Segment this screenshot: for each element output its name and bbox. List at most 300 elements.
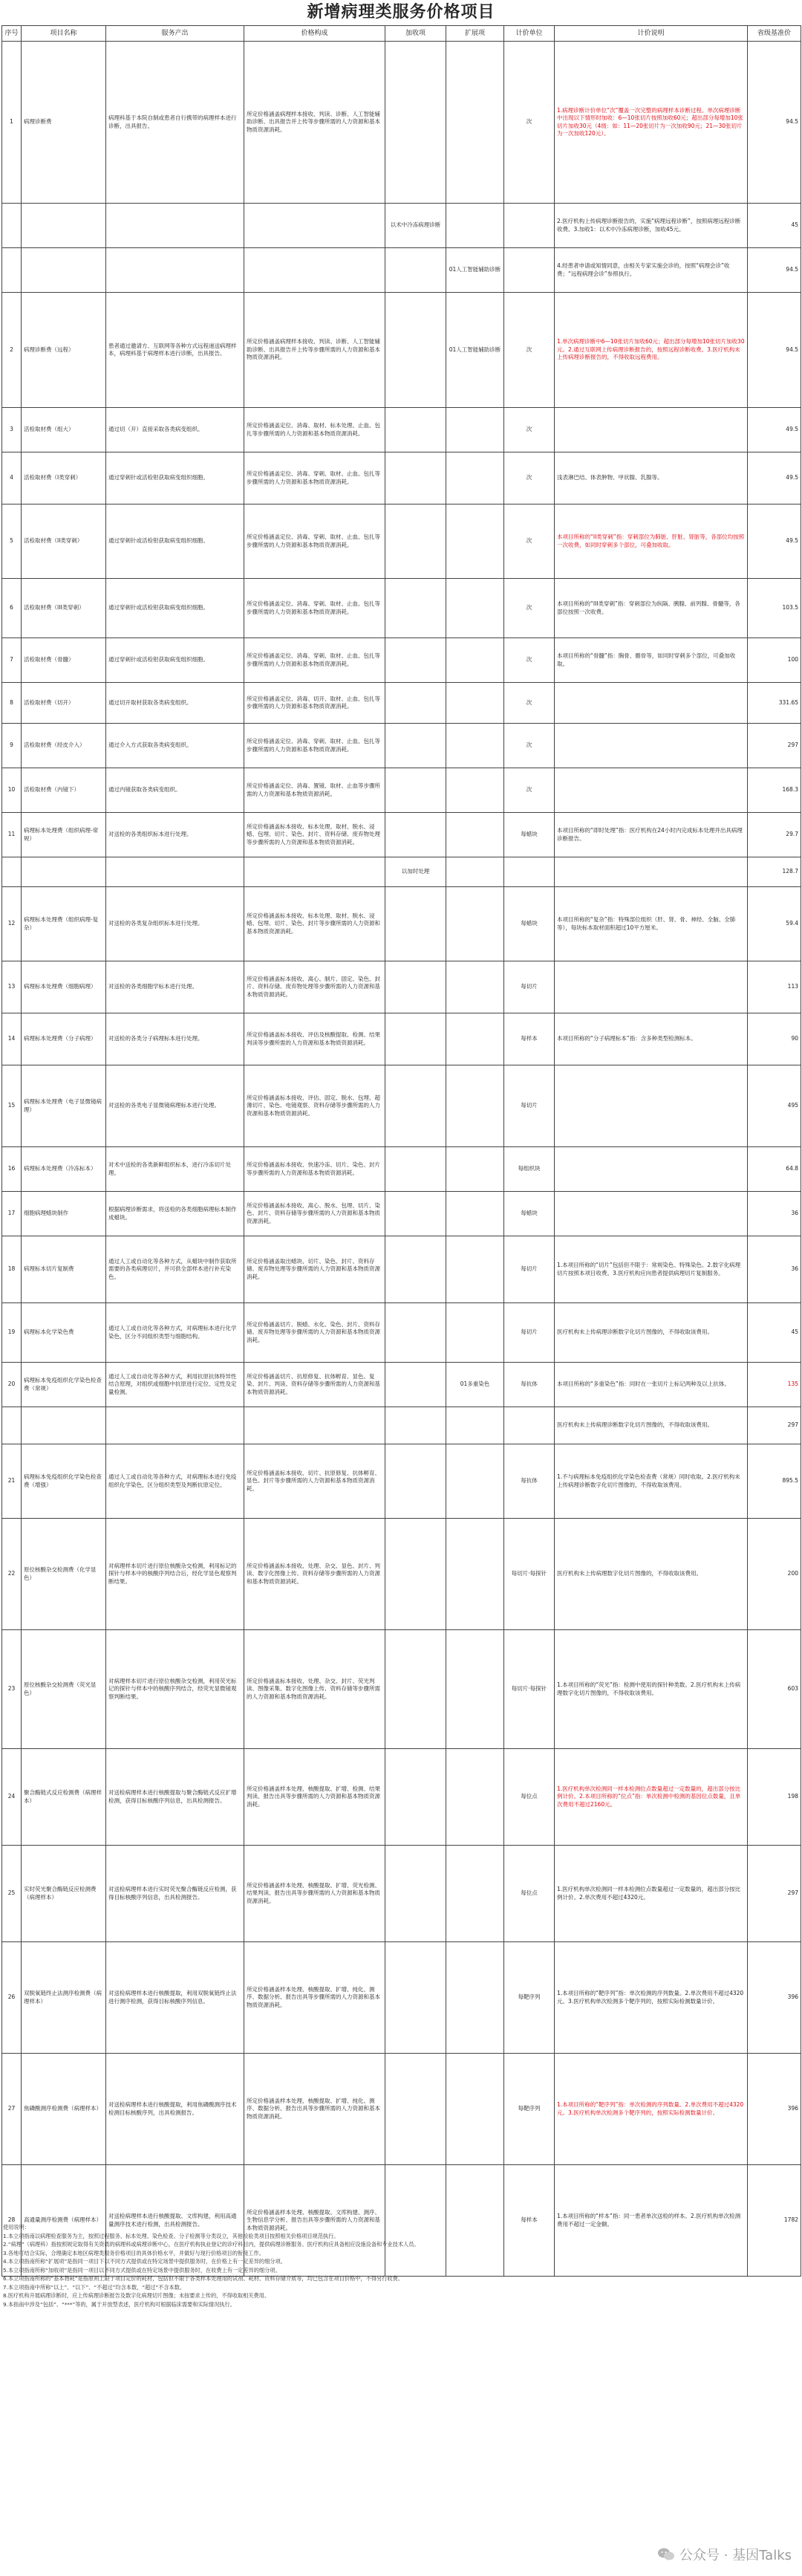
row-number: 20 xyxy=(2,1363,22,1407)
pricing-unit xyxy=(504,248,555,293)
base-price: 135 xyxy=(748,1363,801,1407)
table-row xyxy=(2,293,801,408)
base-price: 200 xyxy=(748,1519,801,1630)
row-number: 4 xyxy=(2,452,22,505)
pricing-description: 1.医疗机构单次检测同一样本检测位点数量超过一定数量的，超出部分按比例计价。2.本项目所称的“位点”指：单次检测中检测的基因位点数量，且单次费用不超过2160元。 xyxy=(555,1749,748,1846)
pricing-description: 本项目所称的“骨髓”指：胸骨、髂骨等，如同时穿刺多个部位，可叠加收取。 xyxy=(555,638,748,683)
extension-item xyxy=(446,1236,504,1303)
surcharge-item xyxy=(385,408,446,452)
base-price: 36 xyxy=(748,1192,801,1236)
service-output: 对送检的各类复杂组织标本进行处理。 xyxy=(106,887,244,961)
pricing-unit: 每位点 xyxy=(504,1749,555,1846)
item-name: 原位核酸杂交检测费（荧光显色） xyxy=(22,1630,106,1749)
row-number: 1 xyxy=(2,42,22,204)
service-output: 病理科基于本院自制或患者自行携带的病理样本进行诊断，出具报告。 xyxy=(106,42,244,204)
service-output: 通过穿刺针或活检钳获取病变组织细胞。 xyxy=(106,579,244,638)
header-price: 省级基准价 xyxy=(748,26,801,42)
surcharge-item xyxy=(385,452,446,505)
pricing-table xyxy=(1,25,801,2277)
table-row xyxy=(2,768,801,813)
item-name: 活检取材费（组大） xyxy=(22,408,106,452)
extension-item xyxy=(446,961,504,1013)
table-row xyxy=(2,638,801,683)
watermark-text: 公众号 · 基因Talks xyxy=(679,2548,792,2563)
base-price: 895.5 xyxy=(748,1444,801,1519)
pricing-unit: 每蜡块 xyxy=(504,887,555,961)
cost-composition: 所定价格涵盖标本接收、评估及核酸提取、检测、结果判读等步骤所需的人力资源和基本物质资源消耗。 xyxy=(244,1013,385,1065)
item-name: 病理标本切片复制费 xyxy=(22,1236,106,1303)
extension-item xyxy=(446,638,504,683)
base-price: 331.65 xyxy=(748,683,801,724)
table-row xyxy=(2,857,801,887)
table-row xyxy=(2,1407,801,1444)
surcharge-item xyxy=(385,1519,446,1630)
pricing-description: 1.病理诊断计价单位“次”覆盖一次完整的病理样本诊断过程。单次病理诊断中出现以下情形时加收：6—10张切片按照加收60元；超出部分每增加10张切片加收30元（4级：如：11—20张切片为一次加收90元；21—30张切片为一次加收120元）。 xyxy=(555,42,748,204)
item-name: 病理标本处理费（组织病理-常规） xyxy=(22,813,106,857)
table-row xyxy=(2,1846,801,1942)
item-name: 病理标本处理费（分子病理） xyxy=(22,1013,106,1065)
cost-composition xyxy=(244,248,385,293)
table-row xyxy=(2,248,801,293)
cost-composition: 所定价格涵盖标本接收、快速冷冻、切片、染色、封片等步骤所需的人力资源和基本物质资源消耗。 xyxy=(244,1147,385,1192)
service-output: 对送检病理样本进行实时荧光聚合酶链反应检测，获得目标核酸序列信息，出具检测报告。 xyxy=(106,1846,244,1942)
surcharge-item xyxy=(385,1303,446,1363)
surcharge-item xyxy=(385,1749,446,1846)
row-number: 12 xyxy=(2,887,22,961)
service-output: 对病理样本切片进行原位核酸杂交检测，利用荧光标记的探针与样本中的核酸序列结合，经荧光显微镜观察判断结果。 xyxy=(106,1630,244,1749)
note-line: 5.本立项指南所称“加收项”是指同一项目以不同方式提供或在特定场景中提供服务时，在收费上有一定差异的细分项。 xyxy=(3,2266,281,2274)
extension-item xyxy=(446,724,504,768)
pricing-unit: 次 xyxy=(504,293,555,408)
extension-item xyxy=(446,1192,504,1236)
table-row xyxy=(2,42,801,204)
header-unit: 计价单位 xyxy=(504,26,555,42)
cost-composition: 所定价格涵盖标本接收、离心、脱水、包埋、切片、染色、封片、资料存储等步骤所需的人力资源和基本物质资源消耗。 xyxy=(244,1192,385,1236)
extension-item xyxy=(446,1303,504,1363)
service-output xyxy=(106,1407,244,1444)
surcharge-item xyxy=(385,1407,446,1444)
item-name: 病理标本处理费（冷冻标本） xyxy=(22,1147,106,1192)
surcharge-item xyxy=(385,1147,446,1192)
item-name: 聚合酶链式反应检测费（病理样本） xyxy=(22,1749,106,1846)
note-line: 1.本立项指南以病理检查服务为主，按照过程服务、标本处理、染色检查、分子检测等分类设立，其他检验类项目按照相关价格项目规范执行。 xyxy=(3,2232,339,2239)
extension-item xyxy=(446,579,504,638)
base-price: 495 xyxy=(748,1065,801,1147)
extension-item xyxy=(446,1013,504,1065)
surcharge-item xyxy=(385,1444,446,1519)
pricing-description: 1.本项目所称的“靶序列”指：单次检测的序列数量。2.单次费用不超过4320元。3.医疗机构单次检测多个靶序列的，按照实际检测数量计价。 xyxy=(555,2054,748,2165)
item-name: 实时荧光聚合酶链反应检测费（病理样本） xyxy=(22,1846,106,1942)
pricing-unit: 每位点 xyxy=(504,1846,555,1942)
row-number: 19 xyxy=(2,1303,22,1363)
pricing-unit: 每组织块 xyxy=(504,1147,555,1192)
table-row xyxy=(2,1363,801,1407)
base-price: 59.4 xyxy=(748,887,801,961)
base-price: 36 xyxy=(748,1236,801,1303)
item-name xyxy=(22,1407,106,1444)
item-name xyxy=(22,204,106,248)
cost-composition: 所定价格涵盖标本接收、切片、抗原修复、抗体孵育、显色、封片等步骤所需的人力资源和基本物质资源消耗。 xyxy=(244,1444,385,1519)
surcharge-item xyxy=(385,1630,446,1749)
cost-composition: 所定价格涵盖样本处理、核酸提取、扩增、纯化、测序、数据分析、报告出具等步骤所需的人力资源和基本物质资源消耗。 xyxy=(244,2054,385,2165)
pricing-unit xyxy=(504,204,555,248)
pricing-unit: 次 xyxy=(504,683,555,724)
pricing-description: 1.医疗机构单次检测同一样本检测位点数量超过一定数量的，超出部分按比例计价。2.单次费用不超过4320元。 xyxy=(555,1846,748,1942)
table-row xyxy=(2,1630,801,1749)
surcharge-item xyxy=(385,1236,446,1303)
note-line: 9.本指南中涉及“包括”、“***”等的，属于开放型表述，医疗机构可根据临床需要和实际情况执行。 xyxy=(3,2300,235,2308)
base-price: 45 xyxy=(748,204,801,248)
row-number: 13 xyxy=(2,961,22,1013)
service-output: 通过穿刺针或活检钳获取病变组织细胞。 xyxy=(106,452,244,505)
extension-item xyxy=(446,1147,504,1192)
extension-item: 01多重染色 xyxy=(446,1363,504,1407)
cost-composition: 所定价格涵盖样本处理、核酸提取、扩增、检测、结果判读、报告出具等步骤所需的人力资源和基本物质资源消耗。 xyxy=(244,1749,385,1846)
row-number: 23 xyxy=(2,1630,22,1749)
row-number: 24 xyxy=(2,1749,22,1846)
service-output: 对送检病理样本进行核酸提取、文库构建，利用高通量测序技术进行检测，出具检测报告。 xyxy=(106,2165,244,2277)
pricing-unit: 每蜡块 xyxy=(504,1192,555,1236)
service-output: 通过人工或自动化等各种方式，对病理标本进行化学染色，区分不同组织类型与细胞结构。 xyxy=(106,1303,244,1363)
surcharge-item xyxy=(385,1942,446,2054)
pricing-description xyxy=(555,768,748,813)
base-price: 198 xyxy=(748,1749,801,1846)
row-number xyxy=(2,1407,22,1444)
surcharge-item xyxy=(385,505,446,579)
pricing-description: 2.医疗机构上传病理诊断报告的，实施“病理远程诊断”，按照病理远程诊断收费。3.加收1：以术中冷冻病理诊断，加收45元。 xyxy=(555,204,748,248)
row-number: 6 xyxy=(2,579,22,638)
table-row xyxy=(2,1236,801,1303)
note-line: 4.本立项指南所称“扩展项”是指同一项目下以不同方式提供或在特定场景中提供服务时，在价格上有一定差异的细分项。 xyxy=(3,2258,286,2265)
cost-composition: 所定价格涵盖标本接收、标本处理、取材、脱水、浸蜡、包埋、切片、染色、封片等步骤所需的人力资源和基本物质资源消耗。 xyxy=(244,887,385,961)
surcharge-item xyxy=(385,248,446,293)
pricing-description xyxy=(555,1147,748,1192)
item-name xyxy=(22,857,106,887)
table-row xyxy=(2,961,801,1013)
note-line: 3.各地可结合实际，合理确定本地区病理类服务价格项目的具体价格水平，并做好与现行价格项目的衔接工作。 xyxy=(3,2249,264,2257)
surcharge-item xyxy=(385,638,446,683)
cost-composition: 所定价格涵盖切片、脱蜡、水化、染色、封片、资料存储、废弃物处理等步骤所需的人力资源和基本物质资源消耗。 xyxy=(244,1303,385,1363)
row-number: 9 xyxy=(2,724,22,768)
cost-composition: 所定价格涵盖病理样本接收、判读、诊断、人工智能辅助诊断、出具报告并上传等步骤所需的人力资源和基本物质资源消耗。 xyxy=(244,293,385,408)
service-output: 通过人工或自动化等各种方式，对病理标本进行免疫组织化学染色，区分组织类型及判断抗原定位。 xyxy=(106,1444,244,1519)
surcharge-item xyxy=(385,2054,446,2165)
table-row xyxy=(2,579,801,638)
service-output: 通过介入方式获取各类病变组织。 xyxy=(106,724,244,768)
cost-composition: 所定价格涵盖定位、消毒、穿刺、取材、止血、包扎等步骤所需的人力资源和基本物质资源消耗。 xyxy=(244,505,385,579)
base-price: 49.5 xyxy=(748,505,801,579)
pricing-unit: 每切片 xyxy=(504,1236,555,1303)
item-name: 双脱氧链终止法测序检测费（病理样本） xyxy=(22,1942,106,2054)
row-number xyxy=(2,204,22,248)
row-number: 28 xyxy=(2,2165,22,2277)
row-number: 27 xyxy=(2,2054,22,2165)
extension-item xyxy=(446,1749,504,1846)
extension-item xyxy=(446,408,504,452)
cost-composition: 所定价格涵盖病理样本接收、判读、诊断、人工智能辅助诊断、出具报告并上传等步骤所需的人力资源和基本物质资源消耗。 xyxy=(244,42,385,204)
extension-item: 01人工智能辅助诊断 xyxy=(446,293,504,408)
cost-composition: 所定价格涵盖定位、消毒、穿刺、取材、止血、包扎等步骤所需的人力资源和基本物质资源消耗。 xyxy=(244,724,385,768)
surcharge-item: 以加时处理 xyxy=(385,857,446,887)
extension-item xyxy=(446,2054,504,2165)
service-output: 通过人工或自动化等各种方式，利用抗原抗体特异性结合原理，对组织或细胞中抗原进行定位、定性及定量检测。 xyxy=(106,1363,244,1407)
service-output xyxy=(106,857,244,887)
cost-composition: 所定价格涵盖定位、消毒、穿刺、取材、止血、包扎等步骤所需的人力资源和基本物质资源消耗。 xyxy=(244,638,385,683)
extension-item xyxy=(446,204,504,248)
pricing-description xyxy=(555,408,748,452)
extension-item: 01人工智能辅助诊断 xyxy=(446,248,504,293)
table-row xyxy=(2,1303,801,1363)
extension-item xyxy=(446,1846,504,1942)
pricing-unit: 每切片·每探针 xyxy=(504,1519,555,1630)
base-price: 64.8 xyxy=(748,1147,801,1192)
pricing-unit: 次 xyxy=(504,638,555,683)
cost-composition: 所定价格涵盖标本接收、评估、固定、脱水、包埋、超薄切片、染色、电镜观察、资料存储等步骤所需的人力资源和基本物质资源消耗。 xyxy=(244,1065,385,1147)
base-price: 297 xyxy=(748,724,801,768)
pricing-description xyxy=(555,857,748,887)
base-price: 94.5 xyxy=(748,248,801,293)
cost-composition: 所定价格涵盖标本接收、标本处理、取材、脱水、浸蜡、包埋、切片、染色、封片、资料存储、废弃物处理等步骤所需的人力资源和基本物质资源消耗。 xyxy=(244,813,385,857)
base-price: 94.5 xyxy=(748,293,801,408)
pricing-unit: 每切片 xyxy=(504,1065,555,1147)
pricing-description: 本项目所称的“分子病理标本”指：含多种类型检测标本。 xyxy=(555,1013,748,1065)
pricing-unit: 每靶序列 xyxy=(504,1942,555,2054)
extension-item xyxy=(446,887,504,961)
extension-item xyxy=(446,1630,504,1749)
item-name: 病理诊断费（远程） xyxy=(22,293,106,408)
service-output: 对送检病理样本进行核酸提取，利用双脱氧链终止法进行测序检测，获得目标核酸序列信息。 xyxy=(106,1942,244,2054)
row-number: 22 xyxy=(2,1519,22,1630)
service-output: 对送检病理样本进行核酸提取与聚合酶链式反应扩增检测，获得目标核酸序列信息，出具检测报告。 xyxy=(106,1749,244,1846)
service-output: 通过穿刺针或活检钳获取病变组织细胞。 xyxy=(106,505,244,579)
row-number: 10 xyxy=(2,768,22,813)
pricing-description: 1.本项目所称的“切片”包括但不限于：常规染色、特殊染色。2.数字化病理切片按照本项目收费。3.医疗机构应向患者提供病理切片复制服务。 xyxy=(555,1236,748,1303)
base-price: 396 xyxy=(748,1942,801,2054)
table-row xyxy=(2,408,801,452)
cost-composition xyxy=(244,204,385,248)
row-number: 5 xyxy=(2,505,22,579)
pricing-unit: 次 xyxy=(504,579,555,638)
note-line: 7.本立项指南中所称“以上”、“以下”、“不超过”均含本数，“超过”不含本数。 xyxy=(3,2283,186,2291)
service-output xyxy=(106,204,244,248)
item-name: 焦磷酸测序检测费（病理样本） xyxy=(22,2054,106,2165)
surcharge-item xyxy=(385,961,446,1013)
note-line: 8.医疗机构开展病理诊断时，应上传病理诊断报告及数字化病理切片图像；未按要求上传的，不得收取相关费用。 xyxy=(3,2292,270,2299)
surcharge-item xyxy=(385,1065,446,1147)
row-number: 14 xyxy=(2,1013,22,1065)
base-price: 113 xyxy=(748,961,801,1013)
base-price: 49.5 xyxy=(748,452,801,505)
item-name: 病理标本处理费（细胞病理） xyxy=(22,961,106,1013)
pricing-unit: 次 xyxy=(504,768,555,813)
cost-composition: 所定价格涵盖定位、消毒、取材、标本处理、止血、包扎等步骤所需的人力资源和基本物质资源消耗。 xyxy=(244,408,385,452)
surcharge-item xyxy=(385,1013,446,1065)
row-number: 21 xyxy=(2,1444,22,1519)
pricing-unit: 每切片 xyxy=(504,1303,555,1363)
service-output xyxy=(106,248,244,293)
header-addon: 加收项 xyxy=(385,26,446,42)
pricing-description: 1.本项目所称的“样本”指：同一患者单次送检的样本。2.医疗机构单次检测费用不超过一定金额。 xyxy=(555,2165,748,2277)
row-number xyxy=(2,857,22,887)
header-cost: 价格构成 xyxy=(244,26,385,42)
extension-item xyxy=(446,42,504,204)
service-output: 患者通过邀请方、互联网等各种方式远程递送病理样本，病理科基于病理样本进行诊断，出具报告。 xyxy=(106,293,244,408)
row-number: 11 xyxy=(2,813,22,857)
base-price: 94.5 xyxy=(748,42,801,204)
base-price: 90 xyxy=(748,1013,801,1065)
row-number: 16 xyxy=(2,1147,22,1192)
pricing-unit: 次 xyxy=(504,505,555,579)
extension-item xyxy=(446,1942,504,2054)
base-price: 603 xyxy=(748,1630,801,1749)
item-name: 活检取材费（III类穿刺） xyxy=(22,579,106,638)
pricing-description: 1.本项目所称的“靶序列”指：单次检测的序列数量。2.单次费用不超过4320元。3.医疗机构单次检测多个靶序列的，按照实际检测数量计价。 xyxy=(555,1942,748,2054)
service-output: 通过人工或自动化等各种方式，从蜡块中制作获取所需要的各类病理切片，并可供全部样本进行补充染色。 xyxy=(106,1236,244,1303)
extension-item xyxy=(446,452,504,505)
cost-composition: 所定价格涵盖定位、消毒、穿刺、取材、止血、包扎等步骤所需的人力资源和基本物质资源消耗。 xyxy=(244,452,385,505)
cost-composition xyxy=(244,1407,385,1444)
cost-composition: 所定价格涵盖切片、抗原修复、抗体孵育、显色、复染、封片、判读、资料存储等步骤所需的人力资源和基本物质资源消耗。 xyxy=(244,1363,385,1407)
service-output: 对送检的各类分子病理标本进行处理。 xyxy=(106,1013,244,1065)
header-name: 项目名称 xyxy=(22,26,106,42)
surcharge-item xyxy=(385,293,446,408)
pricing-description: 本项目所称的“III类穿刺”指：穿刺部位为纵隔、胰腺、前列腺、骨髓等，各部位按照一次收费。 xyxy=(555,579,748,638)
table-row xyxy=(2,1444,801,1519)
base-price: 128.7 xyxy=(748,857,801,887)
page-title: 新增病理类服务价格项目 xyxy=(307,2,495,22)
surcharge-item xyxy=(385,768,446,813)
table-row xyxy=(2,1147,801,1192)
extension-item xyxy=(446,813,504,857)
surcharge-item xyxy=(385,683,446,724)
note-line: 6.本立项指南所称的“基本物耗”是指原则上限于项目定价的耗材，包括但不限于各类样本处理用的试剂、耗材、资料存储介质等，均已包含在项目价格中，不得另行收费。 xyxy=(3,2275,404,2282)
table-row xyxy=(2,505,801,579)
cost-composition: 所定价格涵盖标本接收、处理、杂交、封片、荧光判读、图像采集、数字化图像上传、资料存储等步骤所需的人力资源和基本物质资源消耗。 xyxy=(244,1630,385,1749)
item-name: 活检取材费（经皮介入） xyxy=(22,724,106,768)
table-row xyxy=(2,1519,801,1630)
extension-item xyxy=(446,1407,504,1444)
service-output: 对送检的各类组织标本进行处理。 xyxy=(106,813,244,857)
pricing-description: 医疗机构未上传病理数字化切片图像的，不得收取该费用。 xyxy=(555,1519,748,1630)
item-name: 活检取材费（I类穿刺） xyxy=(22,452,106,505)
pricing-description: 4.经患者申请或知情同意，由相关专家实施会诊的，按照“病理会诊”收费；“远程病理会诊”参照执行。 xyxy=(555,248,748,293)
pricing-unit: 次 xyxy=(504,724,555,768)
item-name: 病理标本处理费（组织病理-复杂） xyxy=(22,887,106,961)
cost-composition: 所定价格涵盖定位、消毒、置镜、取材、止血等步骤所需的人力资源和基本物质资源消耗。 xyxy=(244,768,385,813)
pricing-unit: 每蜡块 xyxy=(504,813,555,857)
service-output: 通过穿刺针或活检钳获取病变组织细胞。 xyxy=(106,638,244,683)
base-price: 297 xyxy=(748,1407,801,1444)
row-number: 15 xyxy=(2,1065,22,1147)
surcharge-item xyxy=(385,724,446,768)
service-output: 根据病理诊断需求，将送检的各类细胞病理标本制作成蜡块。 xyxy=(106,1192,244,1236)
extension-item xyxy=(446,683,504,724)
item-name: 原位核酸杂交检测费（化学显色） xyxy=(22,1519,106,1630)
row-number: 2 xyxy=(2,293,22,408)
service-output: 对送检的各类细胞学标本进行处理。 xyxy=(106,961,244,1013)
surcharge-item xyxy=(385,579,446,638)
pricing-description: 1.本项目所称的“荧光”指：检测中使用的探针种类数。2.医疗机构未上传病理数字化切片图像的，不得收取该费用。 xyxy=(555,1630,748,1749)
item-name: 活检取材费（内镜下） xyxy=(22,768,106,813)
surcharge-item xyxy=(385,42,446,204)
base-price: 396 xyxy=(748,2054,801,2165)
table-row xyxy=(2,1013,801,1065)
usage-notes xyxy=(3,2223,796,2309)
item-name: 细胞病理蜡块制作 xyxy=(22,1192,106,1236)
table-row xyxy=(2,204,801,248)
base-price: 1782 xyxy=(748,2165,801,2277)
cost-composition: 所定价格涵盖定位、消毒、穿刺、取材、止血、包扎等步骤所需的人力资源和基本物质资源消耗。 xyxy=(244,579,385,638)
header-ext: 扩展项 xyxy=(446,26,504,42)
pricing-unit: 每样本 xyxy=(504,2165,555,2277)
pricing-description xyxy=(555,1192,748,1236)
pricing-description xyxy=(555,683,748,724)
surcharge-item xyxy=(385,1192,446,1236)
surcharge-item xyxy=(385,1846,446,1942)
base-price: 168.3 xyxy=(748,768,801,813)
row-number: 8 xyxy=(2,683,22,724)
pricing-description: 本项目所称的“即时处理”指：医疗机构在24小时内完成标本处理并出具病理诊断报告。 xyxy=(555,813,748,857)
extension-item xyxy=(446,1519,504,1630)
pricing-description xyxy=(555,961,748,1013)
table-row xyxy=(2,887,801,961)
surcharge-item xyxy=(385,813,446,857)
table-row xyxy=(2,724,801,768)
header-no: 序号 xyxy=(2,26,22,42)
pricing-unit xyxy=(504,857,555,887)
pricing-unit xyxy=(504,1407,555,1444)
surcharge-item xyxy=(385,887,446,961)
table-row xyxy=(2,1065,801,1147)
pricing-unit: 次 xyxy=(504,408,555,452)
extension-item xyxy=(446,1065,504,1147)
pricing-description: 1.不与病理标本免疫组织化学染色检查费（常规）同时收取。2.医疗机构未上传病理诊断数字化切片图像的，不得收取该费用。 xyxy=(555,1444,748,1519)
pricing-description: 本项目所称的“多重染色”指：同时在一张切片上标记两种及以上抗体。 xyxy=(555,1363,748,1407)
surcharge-item xyxy=(385,1363,446,1407)
service-output: 通过切（开）直接采取各类病变组织。 xyxy=(106,408,244,452)
row-number xyxy=(2,248,22,293)
cost-composition: 所定价格涵盖定位、消毒、切开、取材、止血、包扎等步骤所需的人力资源和基本物质资源消耗。 xyxy=(244,683,385,724)
watermark xyxy=(657,2545,792,2564)
pricing-description: 浅表淋巴结、体表肿物、甲状腺、乳腺等。 xyxy=(555,452,748,505)
service-output: 对送检的各类电子显微镜病理标本进行处理。 xyxy=(106,1065,244,1147)
item-name: 高通量测序检测费（病理样本） xyxy=(22,2165,106,2277)
service-output: 对送检病理样本进行核酸提取，利用焦磷酸测序技术检测目标核酸序列，出具检测报告。 xyxy=(106,2054,244,2165)
pricing-unit: 每切片 xyxy=(504,961,555,1013)
header-output: 服务产出 xyxy=(106,26,244,42)
base-price: 103.5 xyxy=(748,579,801,638)
cost-composition: 所定价格涵盖样本处理、核酸提取、扩增、荧光检测、结果判读、报告出具等步骤所需的人力资源和基本物质资源消耗。 xyxy=(244,1846,385,1942)
item-name: 病理标本化学染色费 xyxy=(22,1303,106,1363)
cost-composition: 所定价格涵盖标本接收、处理、杂交、显色、封片、判读、数字化图像上传、资料存储等步骤所需的人力资源和基本物质资源消耗。 xyxy=(244,1519,385,1630)
pricing-unit: 每抗体 xyxy=(504,1444,555,1519)
cost-composition: 所定价格涵盖取出蜡块、切片、染色、封片、资料存储、废弃物处理等步骤所需的人力资源和基本物质资源消耗。 xyxy=(244,1236,385,1303)
note-line: 使用说明： xyxy=(3,2224,30,2231)
wechat-icon xyxy=(657,2547,675,2562)
cost-composition: 所定价格涵盖样本处理、核酸提取、文库构建、测序、生物信息学分析、报告出具等步骤所需的人力资源和基本物质资源消耗。 xyxy=(244,2165,385,2277)
pricing-unit: 每抗体 xyxy=(504,1363,555,1407)
row-number: 17 xyxy=(2,1192,22,1236)
item-name xyxy=(22,248,106,293)
table-row xyxy=(2,813,801,857)
pricing-unit: 每样本 xyxy=(504,1013,555,1065)
row-number: 7 xyxy=(2,638,22,683)
pricing-description: 1.单次病理诊断中6—10张切片加收60元；超出部分每增加10张切片加收30元。2.通过互联网上传病理诊断报告的，按照远程诊断收费。3.医疗机构未上传病理诊断报告的，不得收取远程费用。 xyxy=(555,293,748,408)
item-name: 病理标本处理费（电子显微镜病理） xyxy=(22,1065,106,1147)
item-name: 病理标本免疫组织化学染色检查费（增强） xyxy=(22,1444,106,1519)
extension-item xyxy=(446,768,504,813)
service-output: 对术中送检的各类新鲜组织标本，进行冷冻切片处理。 xyxy=(106,1147,244,1192)
